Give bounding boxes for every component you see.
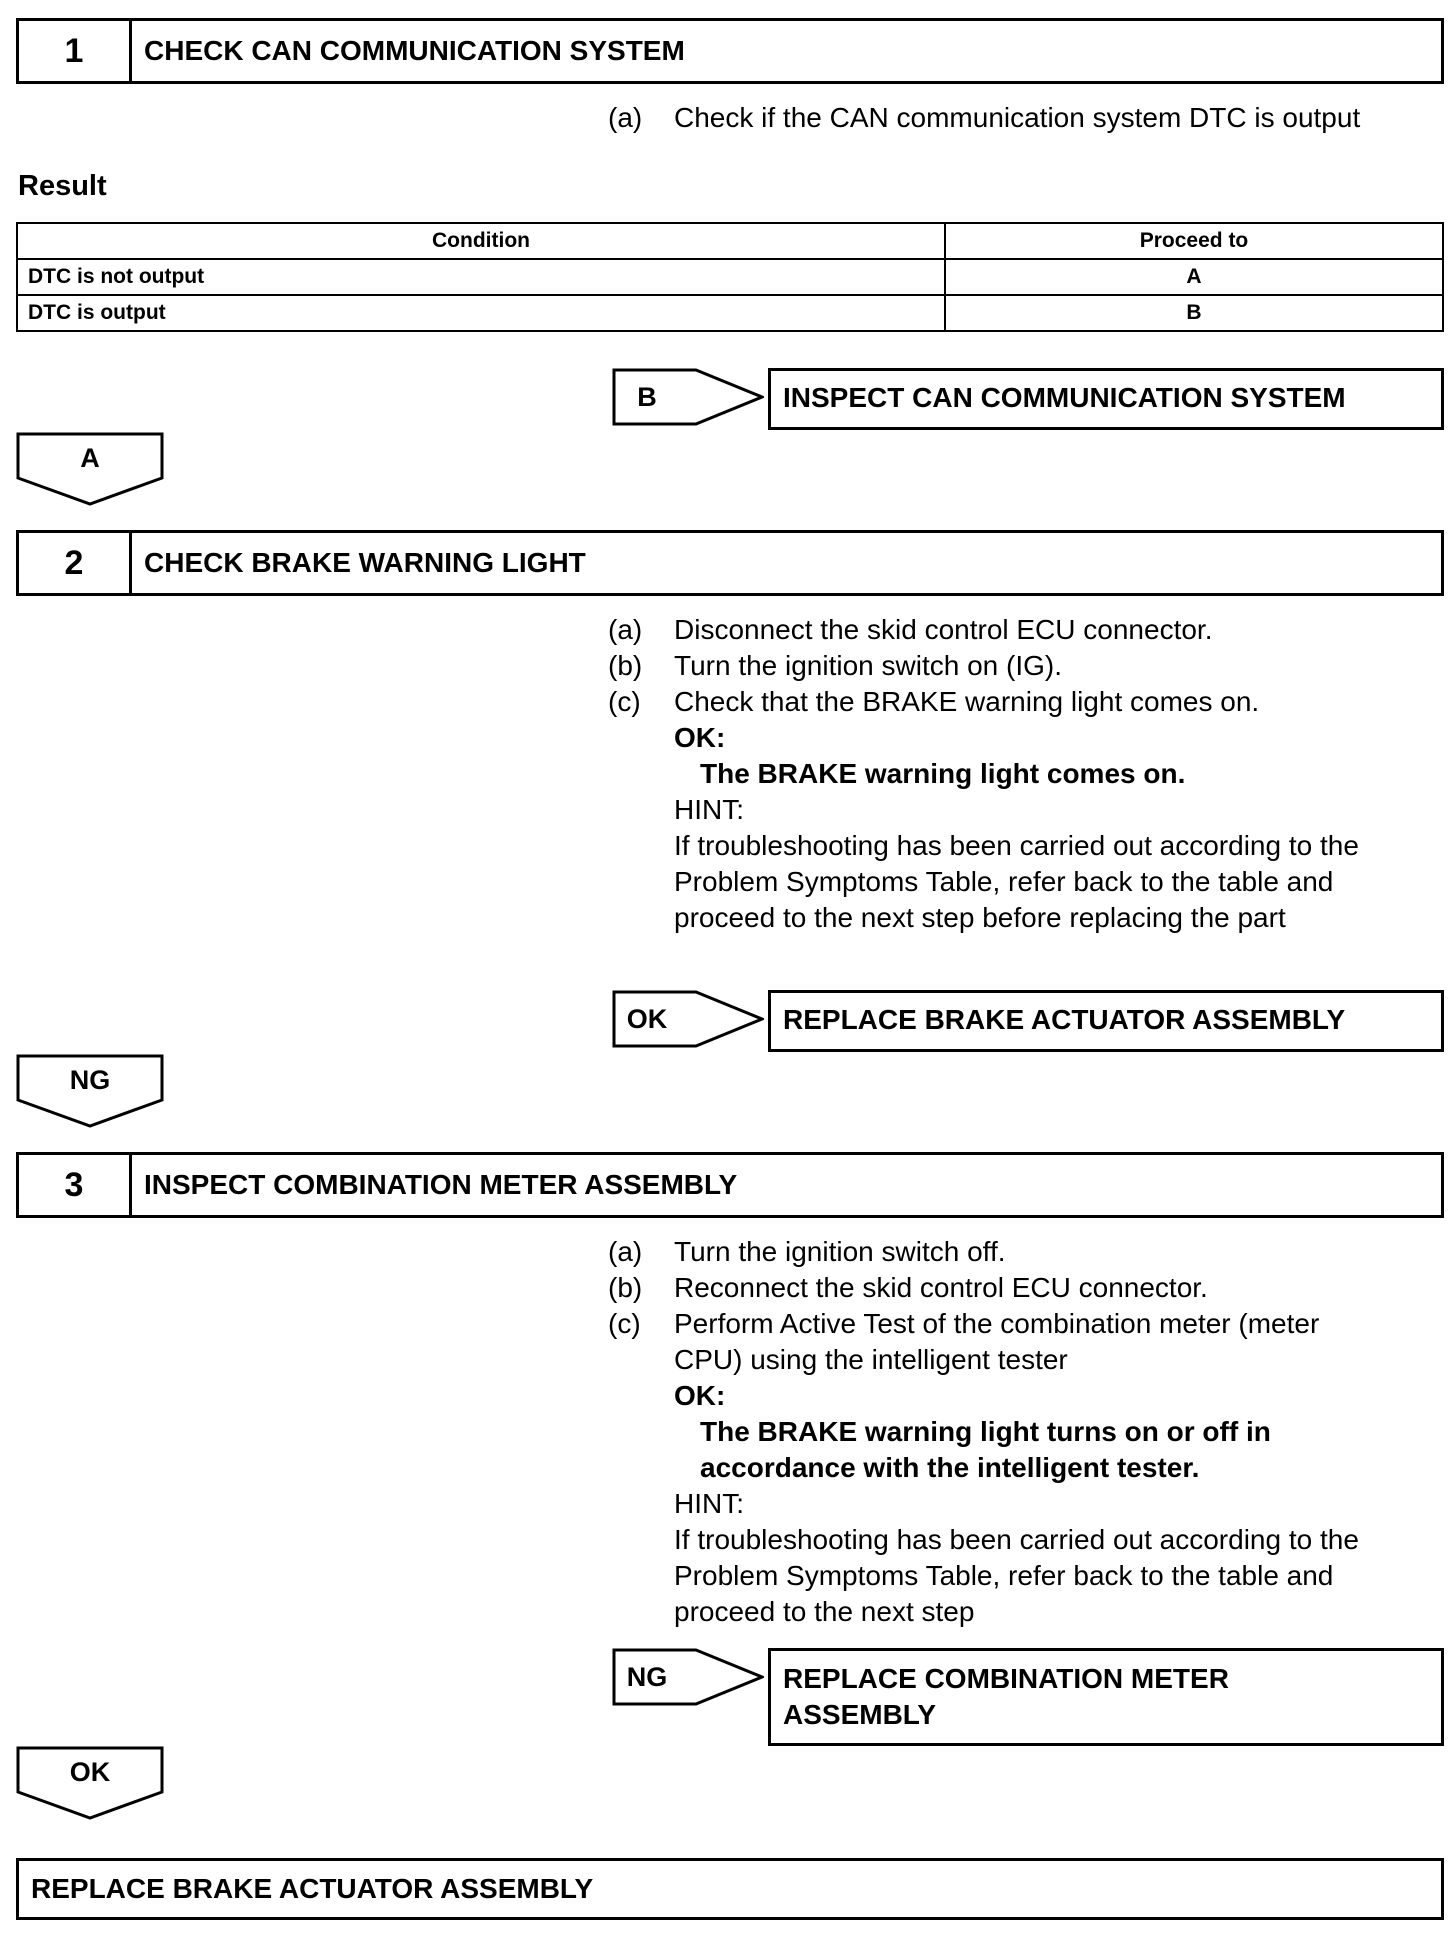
column-header: Condition: [17, 223, 945, 259]
branch-destination: [768, 1648, 1444, 1746]
item-text: Perform Active Test of the combination meter (meter: [674, 1308, 1320, 1339]
ok-text: accordance with the intelligent tester.: [700, 1452, 1200, 1483]
item-text: Turn the ignition switch on (IG).: [674, 650, 1063, 681]
hint-label: HINT:: [674, 794, 744, 825]
hint-line: proceed to the next step before replacing the part: [674, 902, 1286, 933]
branch-label: B: [637, 381, 657, 412]
item-label: (c): [608, 686, 641, 717]
column-header: Proceed to: [945, 223, 1443, 259]
hint-label: HINT:: [674, 1488, 744, 1519]
down-label: OK: [69, 1756, 111, 1787]
destination-line: REPLACE COMBINATION METER: [783, 1663, 1229, 1694]
table-header-row: [17, 223, 1443, 259]
destination-line: ASSEMBLY: [783, 1699, 937, 1730]
step-title: CHECK CAN COMMUNICATION SYSTEM: [144, 35, 685, 66]
item-text: Disconnect the skid control ECU connector.: [674, 614, 1213, 645]
hint-line: Problem Symptoms Table, refer back to the table and: [674, 866, 1334, 897]
step-1-instructions: [608, 100, 1438, 136]
step-title: INSPECT COMBINATION METER ASSEMBLY: [144, 1169, 738, 1200]
table-row: [17, 259, 1443, 295]
hint-line: If troubleshooting has been carried out according to the: [674, 1524, 1359, 1555]
step-2-instructions: [608, 612, 1438, 936]
item-text: Reconnect the skid control ECU connector.: [674, 1272, 1208, 1303]
item-text-continued: CPU) using the intelligent tester: [674, 1344, 1068, 1375]
item-label: (b): [608, 650, 643, 681]
hint-line: proceed to the next step: [674, 1596, 975, 1627]
ok-text: The BRAKE warning light comes on.: [700, 758, 1186, 789]
item-text: Turn the ignition switch off.: [674, 1236, 1006, 1267]
table-cell: DTC is output: [17, 295, 945, 331]
item-label: (b): [608, 1272, 643, 1303]
table-row: [17, 295, 1443, 331]
ok-label: OK:: [674, 722, 726, 753]
step-3-header: [16, 1152, 1444, 1218]
item-label: (a): [608, 614, 643, 645]
hint-line: If troubleshooting has been carried out according to the: [674, 830, 1359, 861]
step-3-instructions: [608, 1234, 1438, 1630]
branch-destination: REPLACE BRAKE ACTUATOR ASSEMBLY: [768, 990, 1444, 1052]
branch-destination: INSPECT CAN COMMUNICATION SYSTEM: [768, 368, 1444, 430]
down-arrow-a: [16, 432, 164, 506]
down-arrow-ng: [16, 1054, 164, 1128]
table-cell: DTC is not output: [17, 259, 945, 295]
step-2-header: [16, 530, 1444, 596]
step-number: 1: [19, 21, 132, 81]
branch-label: OK: [626, 1003, 668, 1034]
step-title: CHECK BRAKE WARNING LIGHT: [144, 547, 586, 578]
down-arrow-ok: [16, 1746, 164, 1820]
ok-label: OK:: [674, 1380, 726, 1411]
down-label: NG: [69, 1064, 111, 1095]
branch-arrow-ok: [612, 990, 764, 1048]
item-text: Check that the BRAKE warning light comes on.: [674, 686, 1260, 717]
result-table: [16, 222, 1444, 332]
item-label: (a): [608, 1236, 643, 1267]
step-1-header: [16, 18, 1444, 84]
branch-arrow-b: [612, 368, 764, 426]
branch-arrow-ng: [612, 1648, 764, 1706]
hint-line: Problem Symptoms Table, refer back to the table and: [674, 1560, 1334, 1591]
step-number: 2: [19, 533, 132, 593]
item-label: (a): [608, 102, 643, 133]
item-text: Check if the CAN communication system DTC is output: [674, 102, 1361, 133]
item-label: (c): [608, 1308, 641, 1339]
ok-text: The BRAKE warning light turns on or off in: [700, 1416, 1271, 1447]
result-label: Result: [18, 170, 107, 202]
down-label: A: [80, 442, 100, 473]
final-action: REPLACE BRAKE ACTUATOR ASSEMBLY: [16, 1858, 1444, 1920]
branch-label: NG: [626, 1661, 668, 1692]
table-cell: B: [945, 295, 1443, 331]
step-number: 3: [19, 1155, 132, 1215]
table-cell: A: [945, 259, 1443, 295]
